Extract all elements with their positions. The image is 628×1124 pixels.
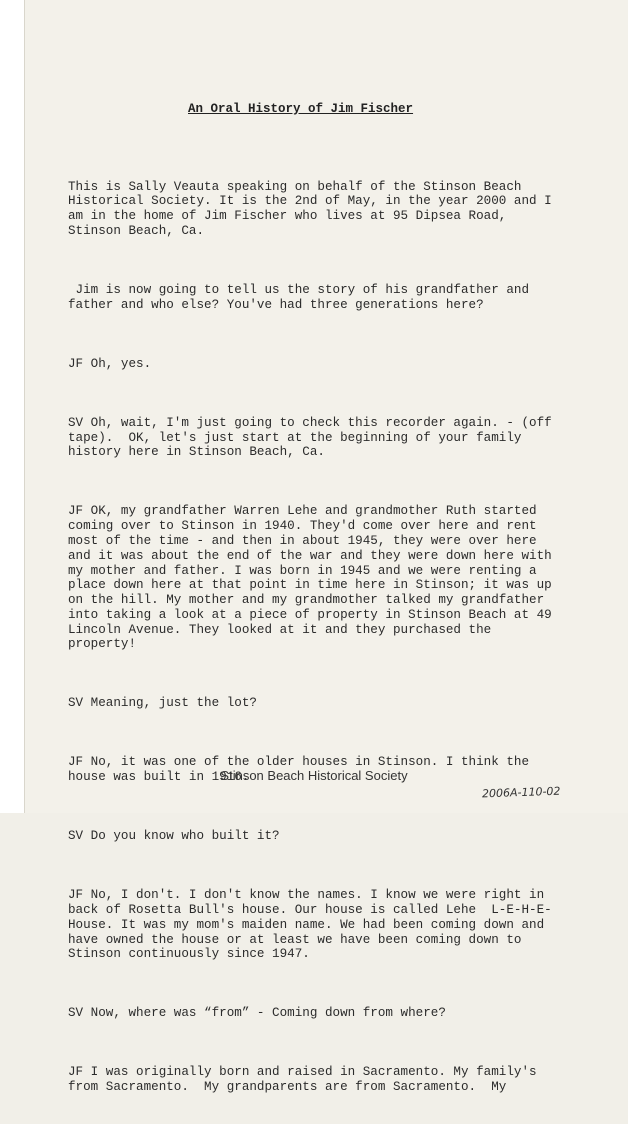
transcript-body (68, 150, 568, 1124)
paragraph: JF Oh, yes. (68, 356, 152, 371)
paragraph: SV Now, where was “from” - Coming down from where? (68, 1006, 446, 1021)
page-left-edge (0, 0, 25, 813)
paragraph: Jim is now going to tell us the story of his grandfather and father and who else? You've had three generations here? (68, 282, 530, 312)
paragraph: JF OK, my grandfather Warren Lehe and grandmother Ruth started coming over to Stinson in 1940. They'd come over here and rent most of the time - and then in about 1945, they were over here and it was about the end of the war and they were down here with my mother and father. I was born in 1945 and we were renting a place down here at that point in time here in Stinson; it was up on the hill. My mother and my grandmother talked my grandfather into taking a look at a piece of property in Stinson Beach at 49 Lincoln Avenue. They looked at it and they purchased the property! (68, 504, 552, 652)
catalog-number: 2006A-110-02 (481, 784, 561, 801)
document-title: An Oral History of Jim Fischer (188, 102, 414, 116)
paragraph: JF I was originally born and raised in Sacramento. My family's from Sacramento. My grandparents are from Sacramento. My (68, 1065, 537, 1095)
paragraph: JF No, it was one of the older houses in Stinson. I think the house was built in 1916. (68, 755, 530, 785)
footer-society-name: Stinson Beach Historical Society (220, 768, 408, 783)
paragraph: SV Do you know who built it? (68, 829, 280, 844)
paragraph-intro: This is Sally Veauta speaking on behalf of the Stinson Beach Historical Society. It is the 2nd of May, in the year 2000 and I am in the home of Jim Fischer who lives at 95 Dipsea Road, Stinson Beach, Ca. (68, 179, 552, 238)
paragraph: JF No, I don't. I don't know the names. I know we were right in back of Rosetta Bull's house. Our house is called Lehe L-E-H-E- House. It was my mom's maiden name. We had been coming down and have owned the house or at least we have been coming down to Stinson continuously since 1947. (68, 888, 552, 962)
paragraph: SV Oh, wait, I'm just going to check this recorder again. - (off tape). OK, let's just start at the beginning of your family history here in Stinson Beach, Ca. (68, 415, 552, 460)
paragraph: SV Meaning, just the lot? (68, 696, 257, 711)
